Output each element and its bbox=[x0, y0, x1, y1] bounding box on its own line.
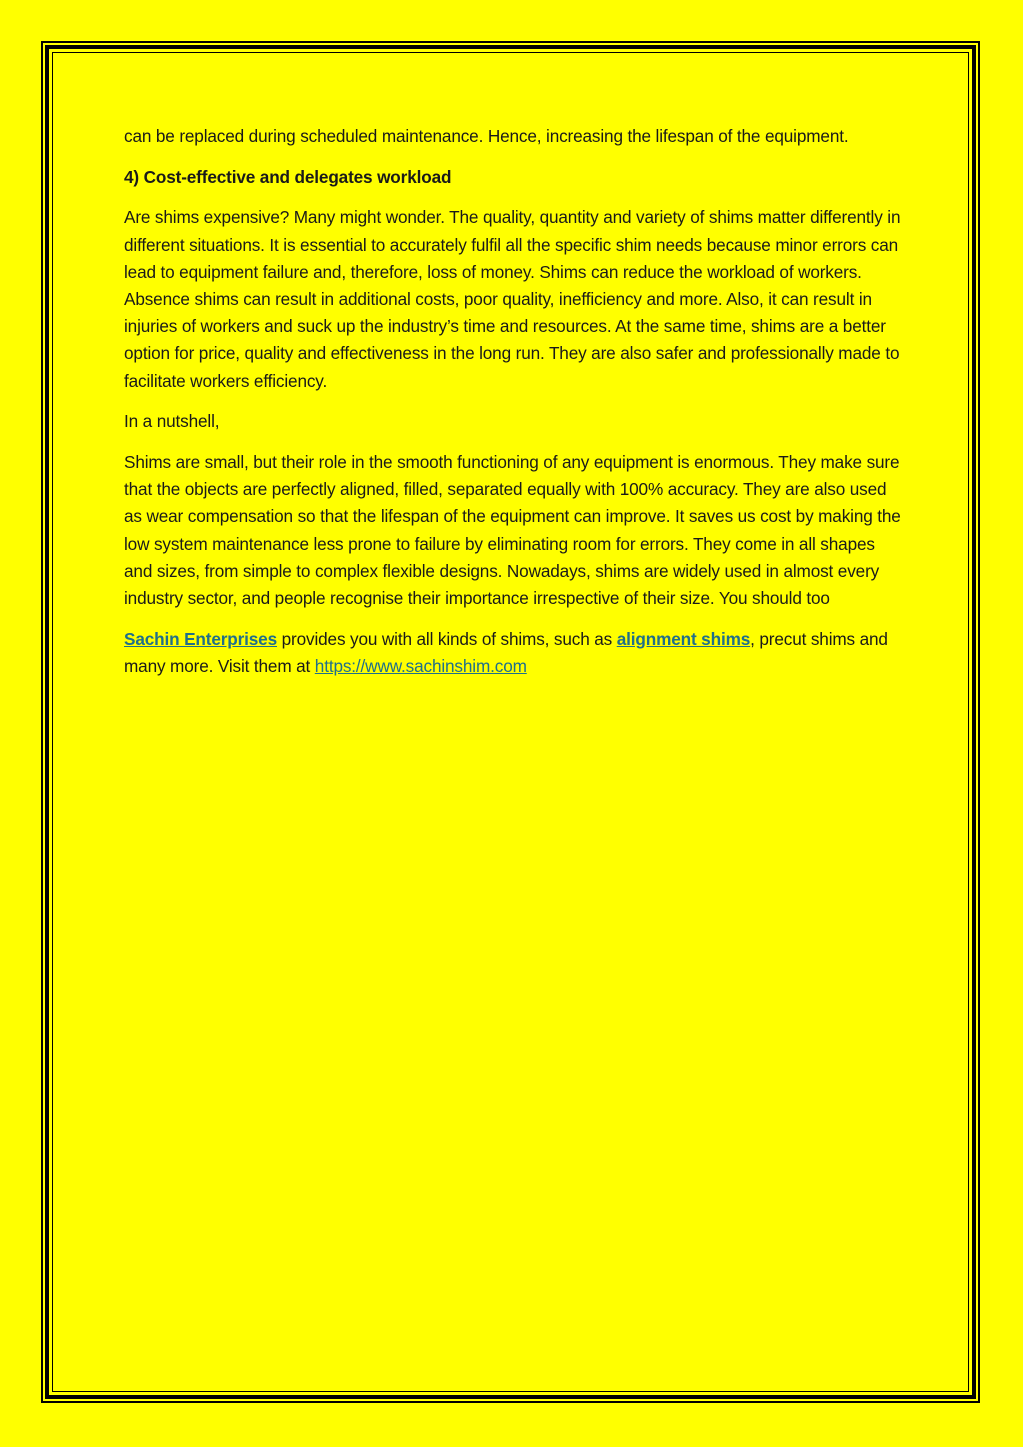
closing-text-2: , precut shims and many more. Visit them at bbox=[124, 628, 888, 676]
section-heading: 4) Cost-effective and delegates workload bbox=[124, 166, 452, 187]
company-link[interactable]: Sachin Enterprises bbox=[124, 628, 278, 649]
paragraph-lifespan: can be replaced during scheduled maintenance. Hence, increasing the lifespan of the equipment. bbox=[124, 126, 849, 146]
paragraph-closing bbox=[124, 626, 904, 680]
paragraph-summary: Shims are small, but their role in the smooth functioning of any equipment is enormous. They make sure that the objects are perfectly aligned, filled, separated equally with 100% accuracy. They are also used as wear compensation so that the lifespan of the equipment can improve. It saves us cost by making the low system maintenance less prone to failure by eliminating room for errors. They come in all shapes and sizes, from simple to complex flexible designs. Nowadays, shims are widely used in almost every industry sector, and people recognise their importance irrespective of their size. You should too bbox=[124, 452, 901, 609]
alignment-shims-link[interactable]: alignment shims bbox=[616, 628, 751, 649]
website-link[interactable]: https://www.sachinshim.com bbox=[314, 655, 527, 676]
paragraph-cost: Are shims expensive? Many might wonder. The quality, quantity and variety of shims matter differently in different situations. It is essential to accurately fulfil all the specific shim needs because minor errors can lead to equipment failure and, therefore, loss of money. Shims can reduce the workload of workers. Absence shims can result in additional costs, poor quality, inefficiency and more. Also, it can result in injuries of workers and suck up the industry’s time and resources. At the same time, shims are a better option for price, quality and effectiveness in the long run. They are also safer and professionally made to facilitate workers efficiency. bbox=[124, 207, 901, 391]
closing-text-1: provides you with all kinds of shims, such as bbox=[277, 628, 617, 649]
document-body bbox=[124, 123, 904, 694]
paragraph-nutshell: In a nutshell, bbox=[124, 411, 220, 432]
